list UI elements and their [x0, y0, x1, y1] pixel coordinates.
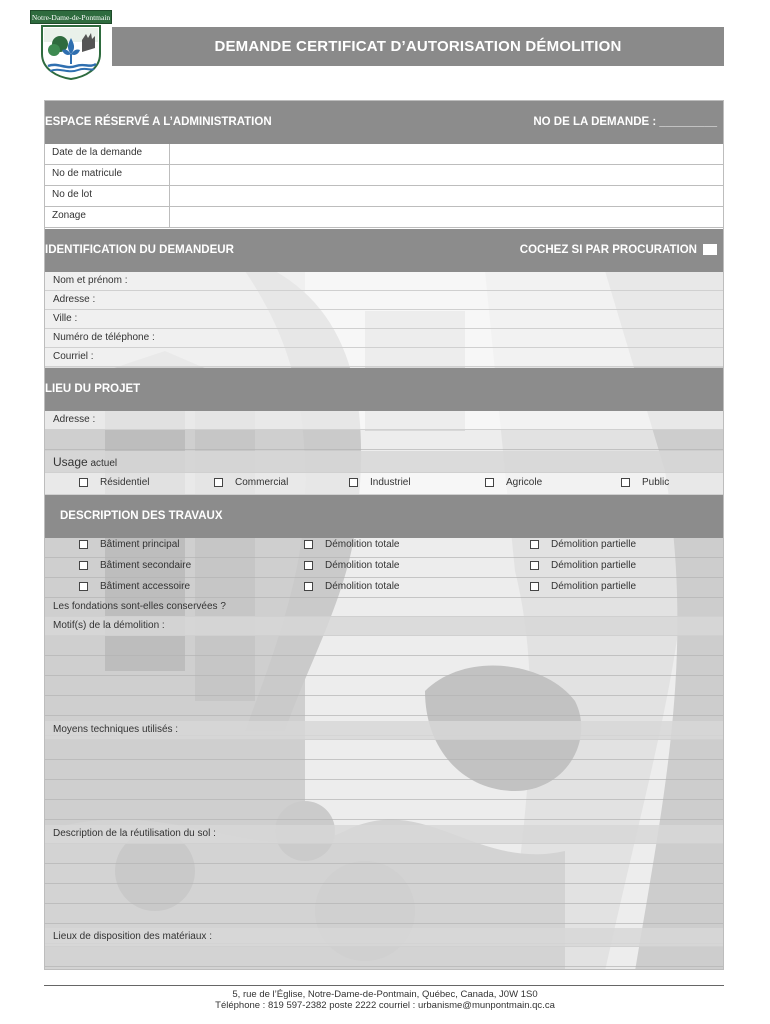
demolition-form	[44, 100, 724, 970]
usage-option-industrial[interactable]	[349, 477, 411, 489]
usage-label-row	[45, 451, 724, 473]
checkbox-icon[interactable]	[621, 478, 630, 487]
footer-divider	[44, 985, 724, 986]
admin-row-lot[interactable]	[45, 186, 724, 207]
partial-demolition-secondary-option[interactable]	[530, 560, 636, 572]
checkbox-icon[interactable]	[530, 582, 539, 591]
checkbox-icon[interactable]	[530, 561, 539, 570]
reuse-label: Description de la réutilisation du sol :	[45, 825, 724, 844]
project-header-label: LIEU DU PROJET	[45, 383, 141, 395]
admin-row-label: No de matricule	[45, 165, 170, 186]
proxy-label-text: COCHEZ SI PAR PROCURATION	[519, 244, 697, 256]
usage-option-agricultural[interactable]	[485, 477, 542, 489]
disposal-lines[interactable]	[45, 947, 724, 967]
option-label: Commercial	[235, 477, 289, 488]
works-header-label: DESCRIPTION DES TRAVAUX	[60, 510, 223, 522]
total-demolition-main-option[interactable]	[304, 539, 399, 551]
municipal-crest-logo	[40, 24, 102, 80]
checkbox-icon[interactable]	[304, 540, 313, 549]
request-number-label: NO DE LA DEMANDE : _________	[533, 116, 717, 128]
option-label: Agricole	[506, 477, 543, 488]
proxy-checkbox-label	[520, 229, 717, 272]
partial-demolition-accessory-option[interactable]	[530, 581, 636, 593]
option-label: Démolition partielle	[551, 539, 637, 550]
admin-row-label: Date de la demande	[45, 144, 170, 165]
checkbox-icon[interactable]	[349, 478, 358, 487]
project-section-header	[45, 368, 724, 411]
checkbox-icon[interactable]	[304, 582, 313, 591]
option-label: Démolition totale	[325, 560, 400, 571]
option-label: Bâtiment secondaire	[100, 560, 192, 571]
applicant-header-label: IDENTIFICATION DU DEMANDEUR	[45, 244, 234, 256]
option-label: Résidentiel	[100, 477, 150, 488]
checkbox-icon[interactable]	[79, 582, 88, 591]
admin-header-label: ESPACE RÉSERVÉ A L’ADMINISTRATION	[45, 116, 272, 128]
footer	[0, 989, 770, 1011]
municipal-logo	[30, 10, 112, 80]
proxy-checkbox[interactable]	[703, 244, 717, 255]
usage-label: Usage	[53, 455, 88, 469]
works-section-header	[45, 495, 724, 538]
checkbox-icon[interactable]	[79, 561, 88, 570]
admin-row-date[interactable]	[45, 144, 724, 165]
total-demolition-secondary-option[interactable]	[304, 560, 399, 572]
option-label: Industriel	[370, 477, 411, 488]
building-secondary-option[interactable]	[79, 560, 191, 572]
checkbox-icon[interactable]	[304, 561, 313, 570]
checkbox-icon[interactable]	[79, 540, 88, 549]
building-accessory-option[interactable]	[79, 581, 190, 593]
applicant-section-header	[45, 229, 724, 272]
usage-label-small: actuel	[90, 458, 118, 469]
admin-row-matricule[interactable]	[45, 165, 724, 186]
partial-demolition-main-option[interactable]	[530, 539, 636, 551]
name-field[interactable]: Nom et prénom :	[45, 272, 724, 291]
option-label: Démolition totale	[325, 581, 400, 592]
disposal-label: Lieux de disposition des matériaux :	[45, 928, 724, 947]
option-label: Bâtiment principal	[100, 539, 180, 550]
address-field[interactable]: Adresse :	[45, 291, 724, 310]
usage-option-residential[interactable]	[79, 477, 149, 489]
total-demolition-accessory-option[interactable]	[304, 581, 399, 593]
footer-contact: Téléphone : 819 597-2382 poste 2222 courriel : urbanisme@munpontmain.qc.ca	[215, 1000, 555, 1011]
logo-banner: Notre-Dame-de-Pontmain	[30, 10, 112, 24]
option-label: Démolition partielle	[551, 560, 637, 571]
checkbox-icon[interactable]	[530, 540, 539, 549]
checkbox-icon[interactable]	[214, 478, 223, 487]
email-field[interactable]: Courriel :	[45, 348, 724, 367]
footer-address: 5, rue de l’Église, Notre-Dame-de-Pontmain, Québec, Canada, J0W 1S0	[232, 989, 538, 1000]
admin-row-label: No de lot	[45, 186, 170, 207]
usage-option-commercial[interactable]	[214, 477, 288, 489]
option-label: Démolition partielle	[551, 581, 637, 592]
option-label: Démolition totale	[325, 539, 400, 550]
building-main-option[interactable]	[79, 539, 179, 551]
option-label: Bâtiment accessoire	[100, 581, 191, 592]
page-title: DEMANDE CERTIFICAT D’AUTORISATION DÉMOLITION	[112, 27, 724, 66]
foundations-question[interactable]: Les fondations sont-elles conservées ?	[45, 598, 724, 617]
usage-option-public[interactable]	[621, 477, 669, 489]
phone-field[interactable]: Numéro de téléphone :	[45, 329, 724, 348]
city-field[interactable]: Ville :	[45, 310, 724, 329]
motifs-label: Motif(s) de la démolition :	[45, 617, 724, 636]
checkbox-icon[interactable]	[485, 478, 494, 487]
admin-row-label: Zonage	[45, 207, 170, 228]
option-label: Public	[642, 477, 670, 488]
means-lines[interactable]	[45, 740, 724, 820]
means-label: Moyens techniques utilisés :	[45, 721, 724, 740]
project-address-lines	[45, 430, 724, 450]
admin-table	[45, 144, 724, 228]
project-address-field[interactable]: Adresse :	[45, 411, 724, 430]
admin-row-zonage[interactable]	[45, 207, 724, 228]
checkbox-icon[interactable]	[79, 478, 88, 487]
admin-section-header	[45, 101, 724, 144]
